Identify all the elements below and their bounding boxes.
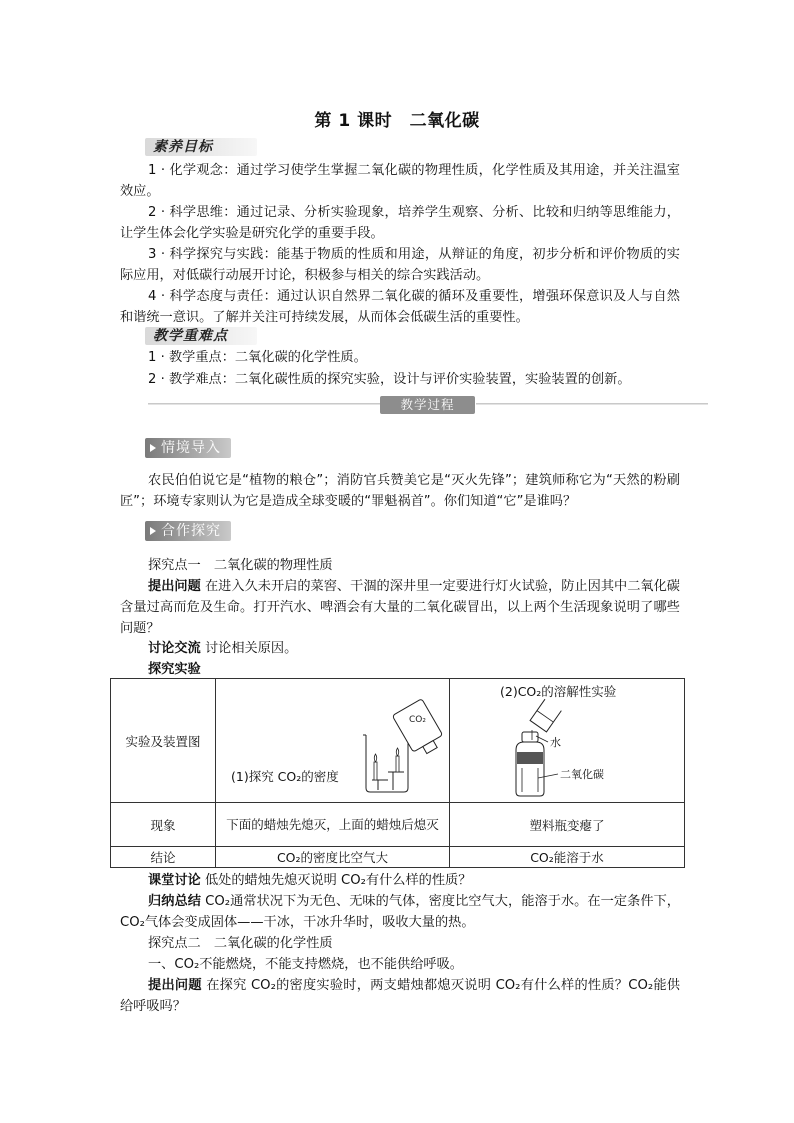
keypoint-2: 2 · 教学难点：二氧化碳性质的探究实验，设计与评价实验装置，实验装置的创新。 — [148, 372, 631, 387]
table-row — [111, 679, 685, 803]
table-row — [111, 847, 685, 868]
table-cell-row-label: 结论 — [111, 847, 216, 868]
question-text: 在探究 CO₂的密度实验时，两支蜡烛都熄灭说明 CO₂有什么样的性质？CO₂能供给呼吸吗？ — [120, 978, 680, 1014]
plastic-bottle-diagram — [450, 680, 684, 802]
section-label-goals-text: 素养目标 — [153, 139, 213, 155]
explore2-heading: 探究点二 二氧化碳的化学性质 — [148, 936, 333, 951]
discussion-label: 讨论交流 — [148, 641, 201, 656]
question-label: 提出问题 — [148, 978, 202, 993]
section-label-explore-text: 合作探究 — [161, 523, 221, 539]
section-label-keypoints-text: 教学重难点 — [153, 328, 228, 344]
table-cell-exp1 — [216, 679, 450, 803]
goal-2: 2 · 科学思维：通过记录、分析实验现象，培养学生观察、分析、比较和归纳等思维能力，让学生体会化学实验是研究化学的重要手段。 — [120, 205, 680, 241]
explore2-line1: 一、CO₂不能燃烧，不能支持燃烧，也不能供给呼吸。 — [148, 957, 463, 972]
bottle-label: CO₂ — [409, 714, 426, 725]
experiment-label: 探究实验 — [148, 662, 201, 677]
goal-4: 4 · 科学态度与责任：通过认识自然界二氧化碳的循环及重要性，增强环保意识及人与自然和谐统一意识。了解并关注可持续发展，从而体会低碳生活的重要性。 — [120, 289, 680, 325]
table-cell: 塑料瓶变瘪了 — [450, 803, 685, 847]
class-discussion-label: 课堂讨论 — [148, 873, 201, 888]
explore1-discussion — [120, 638, 680, 659]
experiment-table — [110, 678, 685, 868]
question-label: 提出问题 — [148, 579, 201, 594]
summary-label: 归纳总结 — [148, 894, 201, 909]
table-cell: CO₂能溶于水 — [450, 847, 685, 868]
section-label-keypoints — [145, 327, 257, 345]
section-label-intro-text: 情境导入 — [161, 440, 221, 456]
divider-line-right — [476, 403, 708, 405]
table-row — [111, 803, 685, 847]
page-title: 第 1 课时 二氧化碳 — [314, 111, 480, 131]
table-cell: CO₂的密度比空气大 — [216, 847, 450, 868]
summary — [120, 891, 680, 933]
class-discussion — [120, 870, 680, 891]
explore1-heading: 探究点一 二氧化碳的物理性质 — [148, 558, 333, 573]
question-text: 在进入久未开启的菜窖、干涸的深井里一定要进行灯火试验，防止因其中二氧化碳含量过高而危及生命。打开汽水、啤酒会有大量的二氧化碳冒出，以上两个生活现象说明了哪些问题？ — [120, 579, 680, 636]
exp2-caption: (2)CO₂的溶解性实验 — [500, 683, 617, 699]
table-cell-row-label: 现象 — [111, 803, 216, 847]
water-label: 水 — [550, 735, 561, 749]
table-cell-row-label: 实验及装置图 — [111, 679, 216, 803]
section-label-explore — [145, 521, 231, 541]
explore2-question — [120, 975, 680, 1017]
summary-text: CO₂通常状况下为无色、无味的气体，密度比空气大，能溶于水。在一定条件下，CO₂气体会变成固体——干冰，干冰升华时，吸收大量的热。 — [120, 894, 680, 930]
process-tag: 教学过程 — [380, 396, 475, 414]
candle-beaker-diagram — [216, 680, 449, 802]
process-divider — [148, 398, 708, 412]
table-cell-exp2 — [450, 679, 685, 803]
gas-label: 二氧化碳 — [560, 767, 604, 781]
arrow-icon — [150, 444, 156, 452]
intro-paragraph: 农民伯伯说它是“植物的粮仓”；消防官兵赞美它是“灭火先锋”；建筑师称它为“天然的粉刷匠”；环境专家则认为它是造成全球变暖的“罪魁祸首”。你们知道“它”是谁吗？ — [120, 473, 680, 509]
section-label-intro — [145, 438, 231, 458]
exp1-caption: (1)探究 CO₂的密度 — [231, 768, 339, 784]
arrow-icon — [150, 527, 156, 535]
goal-1: 1 · 化学观念：通过学习使学生掌握二氧化碳的物理性质，化学性质及其用途，并关注温室效应。 — [120, 163, 680, 199]
keypoint-1: 1 · 教学重点：二氧化碳的化学性质。 — [148, 350, 367, 365]
section-label-goals — [145, 138, 257, 156]
goal-3: 3 · 科学探究与实践：能基于物质的性质和用途，从辩证的角度，初步分析和评价物质的实际应用，对低碳行动展开讨论，积极参与相关的综合实践活动。 — [120, 247, 680, 283]
divider-line-left — [148, 403, 380, 405]
table-cell: 下面的蜡烛先熄灭，上面的蜡烛后熄灭 — [216, 803, 450, 847]
explore1-question — [120, 576, 680, 639]
discussion-text: 讨论相关原因。 — [200, 641, 298, 656]
class-discussion-text: 低处的蜡烛先熄灭说明 CO₂有什么样的性质？ — [200, 873, 472, 888]
